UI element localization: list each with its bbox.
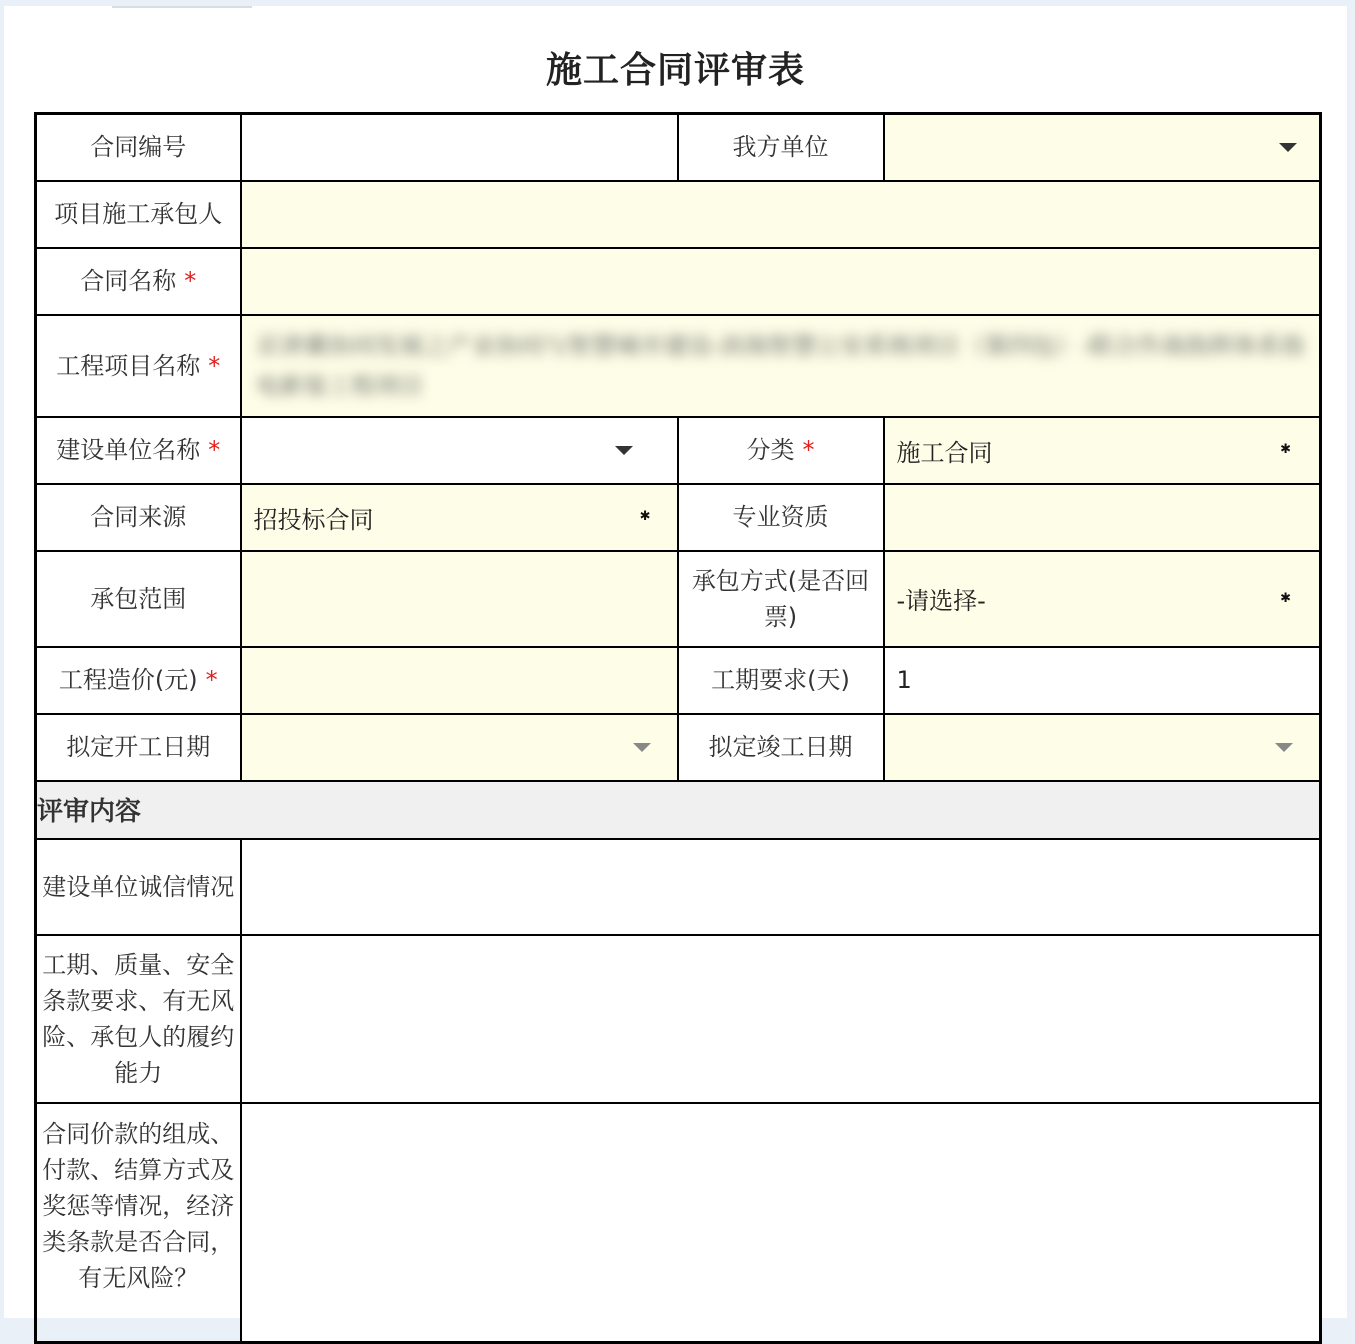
clear-icon[interactable]: ✱: [1280, 590, 1291, 606]
review-item-field[interactable]: [241, 935, 1321, 1103]
clear-icon[interactable]: ✱: [639, 509, 651, 524]
required-mark: *: [208, 436, 221, 464]
scope-label: 承包范围: [36, 551, 241, 647]
period-field[interactable]: 1: [884, 647, 1321, 714]
contractor-field[interactable]: [241, 181, 1321, 248]
start-date-label: 拟定开工日期: [36, 714, 241, 781]
category-label: 分类 *: [678, 417, 884, 484]
chevron-down-icon[interactable]: [1275, 743, 1293, 752]
contract-name-field[interactable]: [241, 248, 1321, 315]
contract-no-field[interactable]: [241, 114, 678, 181]
review-item-label: 合同价款的组成、付款、结算方式及奖惩等情况，经济类条款是否合同，有无风险？: [36, 1103, 241, 1343]
form-sheet: [4, 6, 1347, 1318]
contract-no-label: 合同编号: [36, 114, 241, 181]
builder-name-select[interactable]: [241, 417, 678, 484]
required-mark: *: [205, 666, 218, 694]
project-name-label: 工程项目名称 *: [36, 315, 241, 417]
project-name-value: 京津冀协同发展之产业协同与智慧城市建设-滨海智慧公安系统项目（第四包）-联合作战指挥体系指电新装工程项目: [255, 331, 1305, 400]
builder-name-label: 建设单位名称 *: [36, 417, 241, 484]
review-item-label: 工期、质量、安全条款要求、有无风险、承包人的履约能力: [36, 935, 241, 1103]
our-unit-label: 我方单位: [678, 114, 884, 181]
project-name-field[interactable]: [241, 315, 1321, 417]
required-mark: *: [208, 351, 221, 380]
top-tab-indicator: [112, 6, 252, 8]
qualification-label: 专业资质: [678, 484, 884, 551]
page-title: 施工合同评审表: [545, 50, 805, 91]
clear-icon[interactable]: ✱: [1280, 442, 1291, 457]
cost-field[interactable]: [241, 647, 678, 714]
start-date-picker[interactable]: [241, 714, 678, 781]
review-item-field[interactable]: [241, 839, 1321, 935]
required-mark: *: [802, 436, 815, 464]
end-date-label: 拟定竣工日期: [678, 714, 884, 781]
chevron-down-icon[interactable]: [615, 446, 633, 455]
required-mark: *: [184, 267, 197, 295]
chevron-down-icon[interactable]: [1279, 143, 1297, 152]
qualification-field[interactable]: [884, 484, 1321, 551]
scope-field[interactable]: [241, 551, 678, 647]
period-label: 工期要求(天): [678, 647, 884, 714]
cost-label: 工程造价(元) *: [36, 647, 241, 714]
source-select[interactable]: 招投标合同 ✱: [241, 484, 678, 551]
review-item-label: 建设单位诚信情况: [36, 839, 241, 935]
chevron-down-icon[interactable]: [633, 743, 651, 752]
contract-mode-label: 承包方式(是否回票): [678, 551, 884, 647]
contractor-label: 项目施工承包人: [36, 181, 241, 248]
review-item-field[interactable]: [241, 1103, 1321, 1343]
contract-review-form: [34, 112, 1322, 1344]
contract-mode-select[interactable]: -请选择- ✱: [884, 551, 1321, 647]
end-date-picker[interactable]: [884, 714, 1321, 781]
source-label: 合同来源: [36, 484, 241, 551]
category-select[interactable]: 施工合同 ✱: [884, 417, 1321, 484]
contract-name-label: 合同名称 *: [36, 248, 241, 315]
review-section-title: 评审内容: [36, 781, 1321, 839]
our-unit-select[interactable]: [884, 114, 1321, 181]
